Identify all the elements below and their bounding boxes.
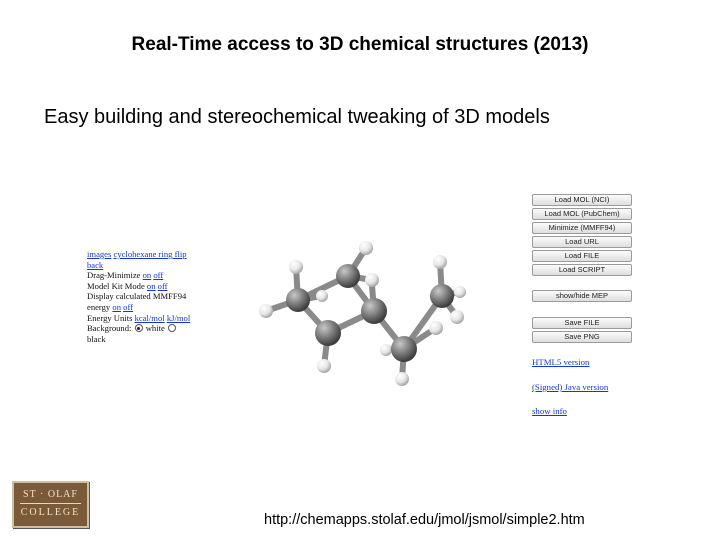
display-calculated-label: Display calculated MMFF94 [87,291,187,302]
background-black-label: black [87,333,106,344]
load-script-button[interactable]: Load SCRIPT [532,264,632,276]
logo-line-1: ST · OLAF [23,489,78,500]
background-label: Background: [87,323,132,334]
save-png-button[interactable]: Save PNG [532,331,632,343]
drag-minimize-off-link[interactable]: off [153,270,164,281]
model-kit-on-link[interactable]: on [146,280,156,291]
background-black-radio[interactable] [168,324,176,332]
show-hide-mep-button[interactable]: show/hide MEP [532,290,632,302]
save-file-button[interactable]: Save FILE [532,317,632,329]
load-file-button[interactable]: Load FILE [532,250,632,262]
load-url-button[interactable]: Load URL [532,236,632,248]
html5-version-link[interactable]: HTML5 version [532,357,590,367]
source-url: http://chemapps.stolaf.edu/jmol/jsmol/simple2.htm [264,512,585,528]
molecule-viewer[interactable] [250,236,476,396]
logo-line-2: COLLEGE [20,507,81,518]
energy-label: energy [87,301,111,312]
model-kit-off-link[interactable]: off [157,280,168,291]
energy-on-link[interactable]: on [112,301,121,312]
kj-per-mol-link[interactable]: kJ/mol [166,312,191,323]
cyclohexane-ring-flip-link[interactable]: cyclohexane ring flip [113,249,187,259]
slide-subtitle: Easy building and stereochemical tweaking of 3D models [44,106,550,128]
load-mol-nci-button[interactable]: Load MOL (NCI) [532,194,632,206]
energy-off-link[interactable]: off [123,301,134,312]
energy-units-label: Energy Units [87,312,133,323]
back-link[interactable]: back [87,259,104,270]
java-version-link[interactable]: (Signed) Java version [532,382,609,392]
logo-divider [20,503,81,504]
st-olaf-logo [12,481,89,528]
background-white-label: white [145,323,165,334]
images-link[interactable]: images [87,249,112,259]
minimize-button[interactable]: Minimize (MMFF94) [532,222,632,234]
control-panel [87,249,222,344]
slide-title: Real-Time access to 3D chemical structures (2013) [131,34,589,55]
drag-minimize-on-link[interactable]: on [142,270,152,281]
load-mol-pubchem-button[interactable]: Load MOL (PubChem) [532,208,632,220]
model-kit-label: Model Kit Mode [87,280,145,291]
show-info-link[interactable]: show info [532,406,567,416]
drag-minimize-label: Drag-Minimize [87,270,141,281]
background-white-radio[interactable] [135,324,143,332]
kcal-per-mol-link[interactable]: kcal/mol [134,312,165,323]
